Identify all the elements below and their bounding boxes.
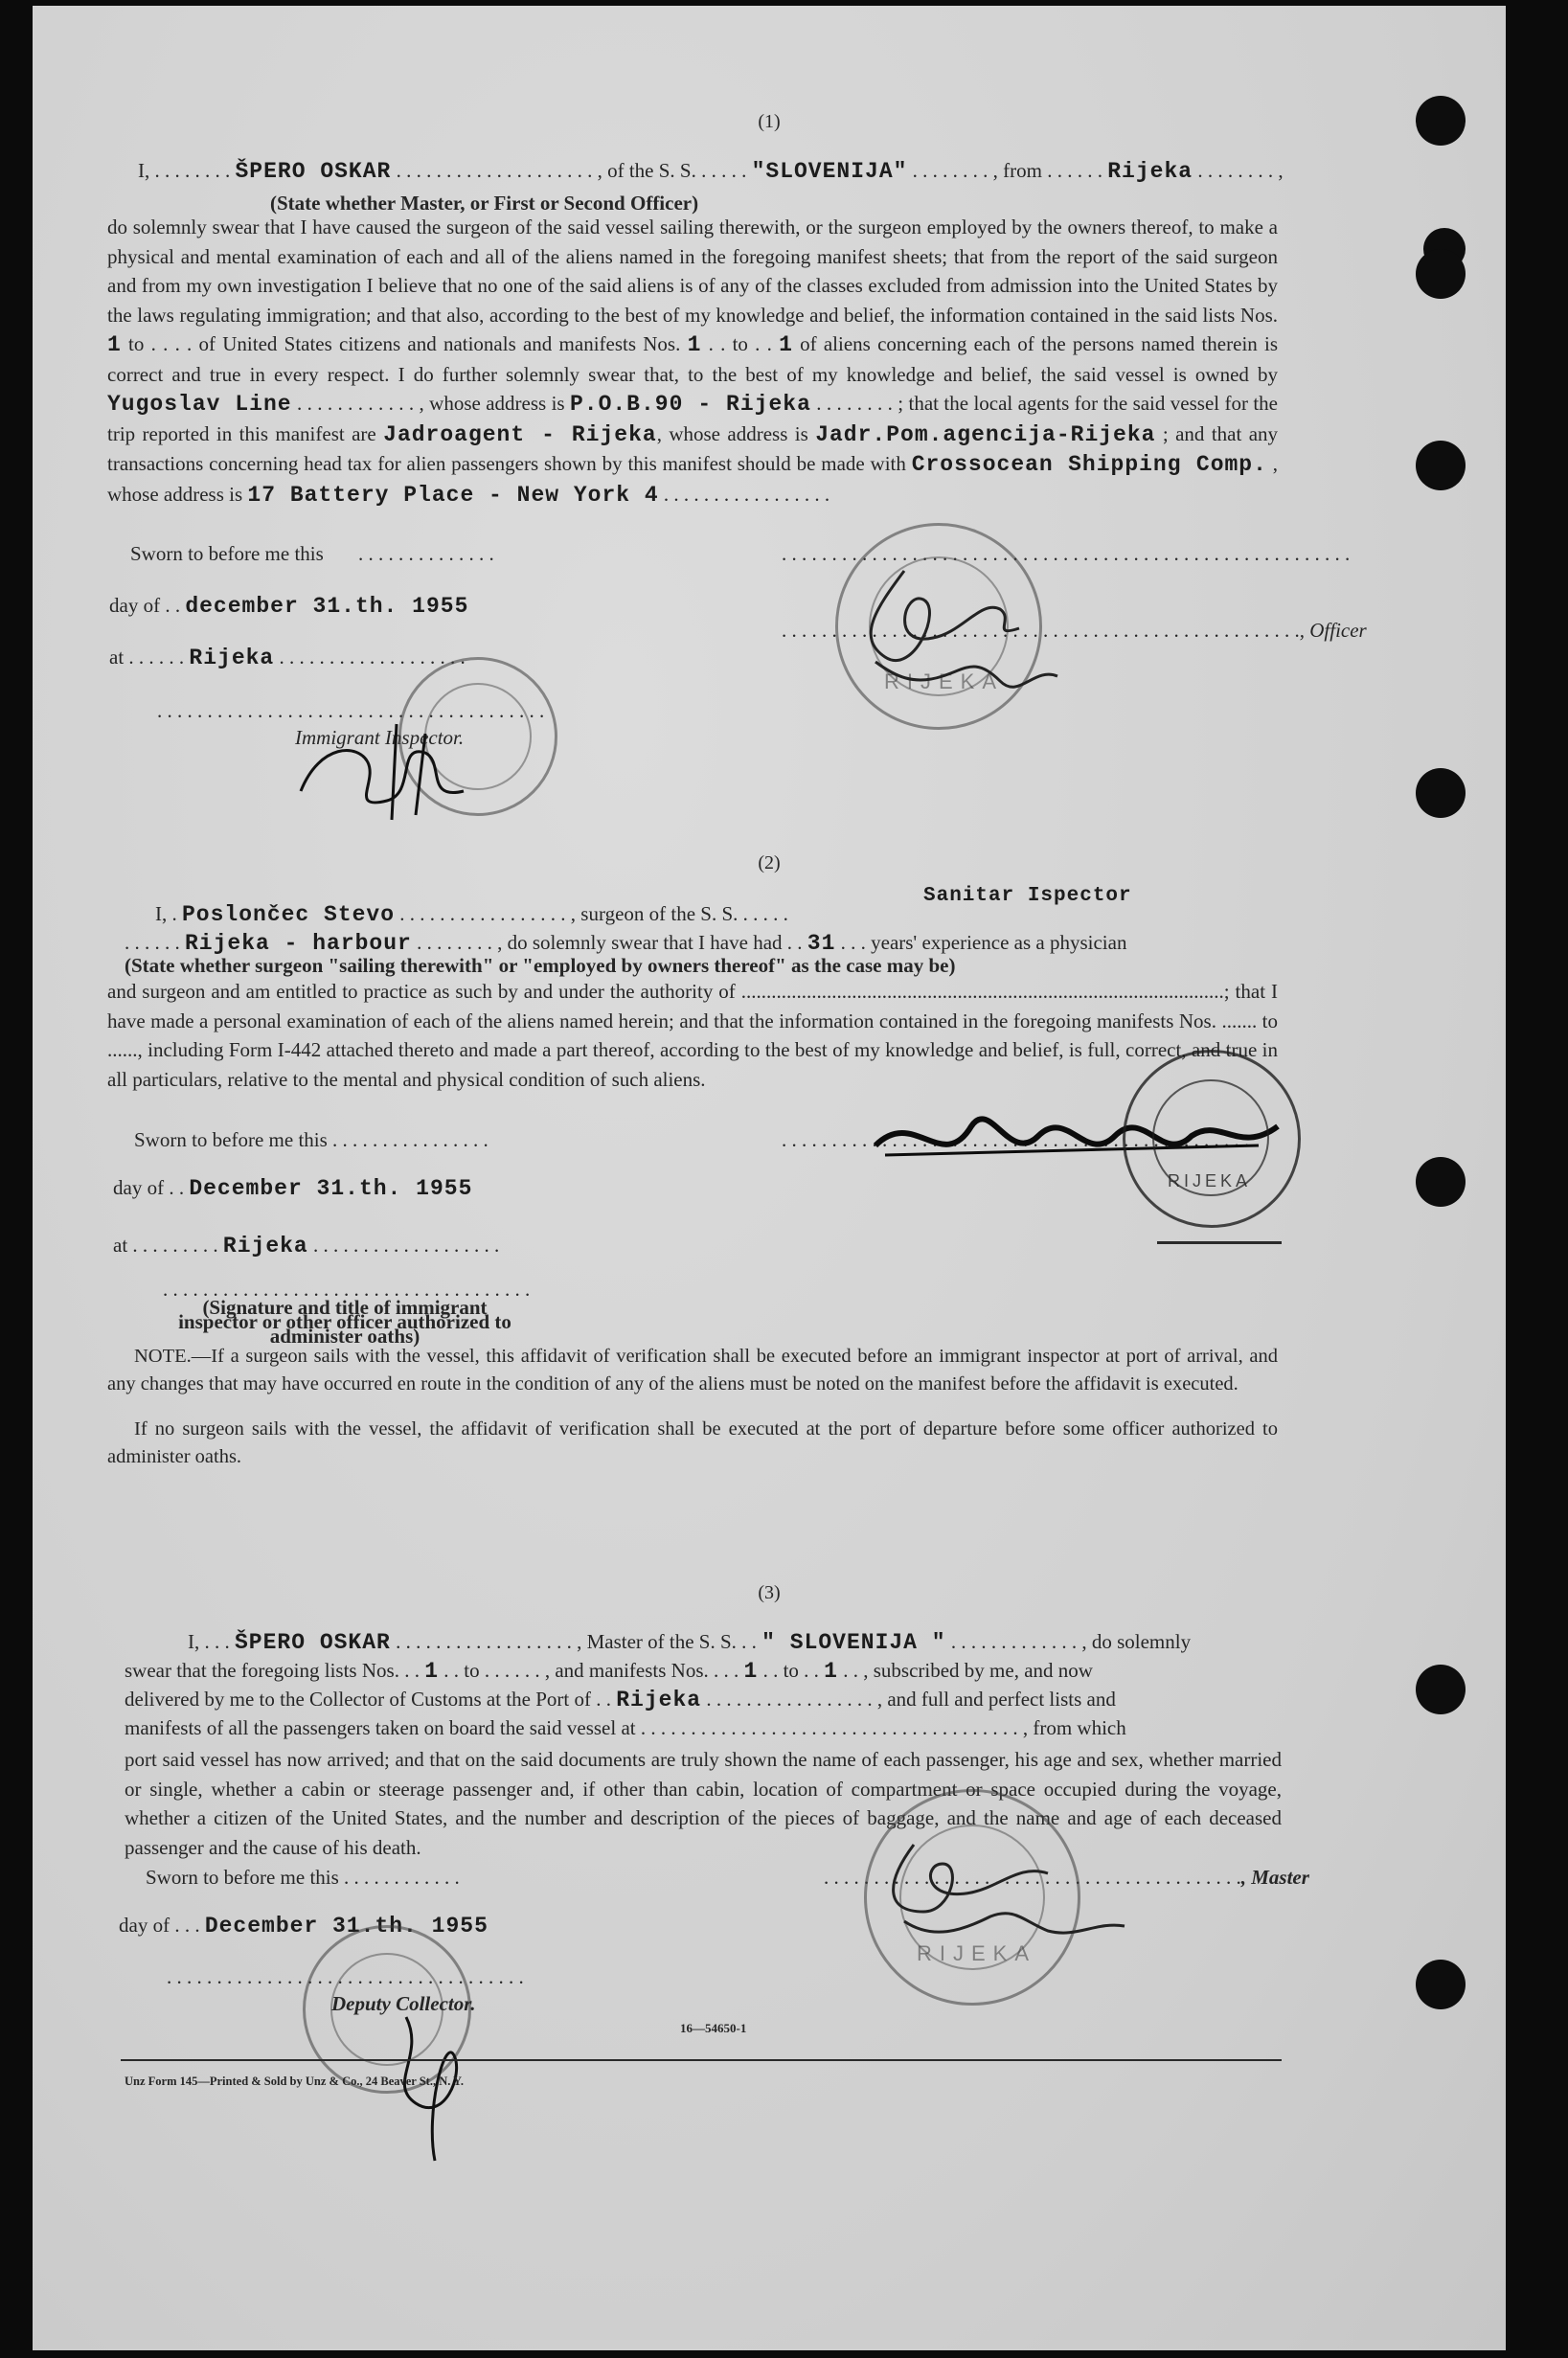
master-signature bbox=[847, 1825, 1153, 1960]
punch-hole bbox=[1416, 441, 1466, 490]
note-paragraph-2: If no surgeon sails with the vessel, the affidavit of verification shall be executed at the port of departure before some officer authorized to administer oaths. bbox=[107, 1418, 1278, 1467]
sworn-label-2: Sworn to before me this . . . . . . . . . . . . . . . . bbox=[134, 1128, 489, 1151]
years-experience: 31 bbox=[807, 931, 836, 956]
sworn-date-2: December 31.th. 19 bbox=[189, 1176, 444, 1201]
manifests-to: 1 bbox=[779, 332, 793, 357]
local-agent: Jadroagent - Rijeka bbox=[383, 421, 657, 447]
section-3-line-3: delivered by me to the Collector of Customs at the Port of . . Rijeka . . . . . . . . . . . . . . . . . , and full and perfect lists and bbox=[125, 1688, 1116, 1712]
at-2: at . . . . . . . . . Rijeka . . . . . . . . . . . . . . . . . . . bbox=[113, 1234, 500, 1258]
head-tax-agent: Crossocean Shipping Comp. bbox=[911, 452, 1267, 477]
section-3-line-2: swear that the foregoing lists Nos. . . 1 . . to . . . . . . , and manifests Nos. . . . 1 . . to . . 1 . . , subscribed by me, and now bbox=[125, 1659, 1093, 1684]
lists-from-3: 1 bbox=[424, 1659, 440, 1684]
day-of-3: day of . . . December 31.th. 1955 bbox=[119, 1914, 489, 1939]
manifests-from-3: 1 bbox=[743, 1659, 759, 1684]
deputy-label: Deputy Collector. bbox=[331, 1992, 476, 2015]
punch-hole bbox=[1416, 1960, 1466, 2009]
section-3-line-4: manifests of all the passengers taken on board the said vessel at . . . . . . . . . . . . . . . . . . . . . . . . . . . . . . . . . . . . . . , from which bbox=[125, 1716, 1126, 1739]
form-info: Unz Form 145—Printed & Sold by Unz & Co., 24 Beaver St., N. Y. bbox=[125, 2075, 465, 2088]
owner-address: P.O.B.90 - Rijeka bbox=[569, 392, 811, 417]
section-2-number: (2) bbox=[758, 852, 781, 873]
section-3-line-1: I, . . . ŠPERO OSKAR . . . . . . . . . . . . . . . . . . , Master of the S. S. . . " SLOVENIJA " . . . . . . . . . . . . . , do solemnly bbox=[188, 1630, 1192, 1655]
document-page: (1) I, . . . . . . . . ŠPERO OSKAR . . . . . . . . . . . . . . . . . . . . , of the S. S. . . . . . "SLOVENIJA" . . . . . . . . , from . . . . . . Rijeka . . . . . . . . , (State whether Master, or First or Second Officer) do solemnly swear that I have caused the surgeon of the said vessel sailing therewith, or the surgeon employed by the owners thereof, to make a physical and mental examination of each and all of the aliens named in the foregoing manifest sheets; that from the report of the said surgeon and from my own investigation I believe that no one of the said aliens is of any of the classes excluded from admission into the United States by the laws regulating immigration; and that also, according to the best of my knowledge and belief, the information contained in the said lists Nos. 1 to . . . . of United States citizens and nationals and manifests Nos. 1 . . to . . 1 of aliens concerning each of the persons named therein is correct and true in every respect. I do further solemnly swear that, to the best of my knowledge and belief, the said vessel is owned by Yugoslav Line . . . . . . . . . . . . , whose address is P.O.B.90 - Rijeka . . . . . . . . ; that the local agents for the said vessel for the trip reported in this manifest are Jadroagent - Rijeka, whose address is Jadr.Pom.agencija-Rijeka ; and that any transactions concerning head tax for alien passengers shown by this manifest should be made with Crossocean Shipping Comp. , whose address is 17 Battery Place - New York 4 . . . . . . . . . . . . . . . . . Sworn to before me this . . . . . . . . . . . . . . . . . . . . . . . . . . . . . . . . . . . . . . . . . . . . . . . . . . . . . . . . . . . . . . . . . . . . . . . day of . . december 31.th. 1955 . . . . . . . . . . . . . . . . . . . . . . . . . . . . . . . . . . . . . . . . . . . . . . . . . . . ., Officer at . . . . . . Rijeka . . . . . . . . . . . . . . . . . . . . . . . . . . . . . . . . . . . . . . . . . . . . . . . . . . . . . . . . . . Immigrant Inspector. RIJEKA (2) I, . Poslončec Stevo . . . . . . . . . . . . . . . . . , surgeon of the S. S. . . . . . Sanitar Ispector . . . . . . Rijeka - harbour . . . . . . . . , do solemnly swear that I have had . . 31 . . . years' experience as a physician (State whether surgeon "sailing therewith" or "employed by owners thereof" as the case may be) and surgeon and am entitled to practice as such by and under the authority of ................................................................................................; that I have made a personal examination of each of the aliens named herein; and that the information contained in the foregoing manifests Nos. ....... to ......, including Form I-442 attached thereto and made a part thereof, according to the best of my knowledge and belief, is full, correct, and true in all particulars, relative to the mental and physical condition of such aliens. Sworn to before me this . . . . . . . . . . . . . . . . . . . . . . . . . . . . . . . . . . . . . . . . . . . . . . . . . . . . . . . . . . . . . . . day of . . December 31.th. 1955 at . . . . . . . . . Rijeka . . . . . . . . . . . . . . . . . . . . . . . . . . . . . . . . . . . . . . . . . . . . . . . . . . . . . . . . (Signature and title of immigrant inspector or other officer authorized to administer oaths) RIJEKA NOTE.—If a surgeon sails with the vessel, this affidavit of verification shall be executed before an immigrant inspector at port of arrival, and any changes that may have occurred en route in the condition of any of the aliens must be noted on the manifest before the affidavit is executed. If no surgeon sails with the vessel, the affidavit of verification shall be executed at the port of departure before some officer authorized to administer oaths. (3) I, . . . ŠPERO OSKAR . . . . . . . . . . . . . . . . . . , Master of the S. S. . . " SLOVENIJA " . . . . . . . . . . . . . , do solemnly swear that the foregoing lists Nos. . . 1 . . to . . . . . . , and manifests Nos. . . . 1 . . to . . 1 . . , subscribed by me, and now delivered by me to the Collector of Customs at the Port of . . Rijeka . . . . . . . . . . . . . . . . . , and full and perfect lists and manifests of all the passengers taken on board the said vessel at . . . . . . . . . . . . . . . . . . . . . . . . . . . . . . . . . . . . . . , from which port said vessel has now arrived; and that on the said documents are truly shown the name of each passenger, his age and sex, whether married or single, whether a cabin or steerage passenger and, if other than cabin, location of compartment or space occupied during the voyage, whether a citizen of the United States, and the number and description of the pieces of baggage, and the name and age of each deceased passenger and the cause of his death. Sworn to before me this . . . . . . . . . . . . . . . . . . . . . . . . . . . . . . . . . . . . . . . . . . . . . . . . . . . . . ., Master day of . . . December 31.th. 1955 . . . . . . . . . . . . . . . . . . . . . . . . . . . . . . . . . . . . Deputy Collector. RIJEKA 16—54650-1 Unz Form 145—Printed & Sold by Unz & Co., 24 Beaver St., N. Y. bbox=[33, 6, 1506, 2350]
sworn-year-2: 55 bbox=[443, 1176, 473, 1201]
place-1: Rijeka bbox=[189, 646, 275, 670]
sworn-year-1: 55 bbox=[440, 594, 469, 619]
place-2: Rijeka bbox=[222, 1234, 308, 1258]
officer-signature bbox=[799, 542, 1125, 714]
section-1-body: do solemnly swear that I have caused the surgeon of the said vessel sailing therewith, or the surgeon employed by the owners thereof, to make a physical and mental examination of each and all of the aliens named in the foregoing manifest sheets; that from the report of the said surgeon and from my own investigation I believe that no one of the said aliens is of any of the classes excluded from admission into the United States by the laws regulating immigration; and that also, according to the best of my knowledge and belief, the information contained in the said lists Nos. 1 to . . . . of United States citizens and nationals and manifests Nos. 1 . . to . . 1 of aliens concerning each of the persons named therein is correct and true in every respect. I do further solemnly swear that, to the best of my knowledge and belief, the said vessel is owned by Yugoslav Line . . . . . . . . . . . . , whose address is P.O.B.90 - Rijeka . . . . . . . . ; that the local agents for the said vessel for the trip reported in this manifest are Jadroagent - Rijeka, whose address is Jadr.Pom.agencija-Rijeka ; and that any transactions concerning head tax for alien passengers shown by this manifest should be made with Crossocean Shipping Comp. , whose address is 17 Battery Place - New York 4 . . . . . . . . . . . . . . . . . bbox=[107, 215, 1279, 508]
lists-from: 1 bbox=[107, 332, 122, 357]
from-label: , from bbox=[992, 159, 1042, 182]
punch-hole bbox=[1416, 1665, 1466, 1714]
head-tax-address: 17 Battery Place - New York 4 bbox=[247, 482, 659, 508]
punch-hole bbox=[1416, 249, 1466, 299]
section-3-number: (3) bbox=[758, 1582, 781, 1603]
surgeon-name: Poslončec Stevo bbox=[182, 902, 396, 927]
sworn-date-3: December 31.th. 19 bbox=[204, 1914, 461, 1939]
master-label: . . . . . . . . . . . . . . . . . . . . . . . . . . . . . . . . . . . . . . . . . ., Master bbox=[824, 1866, 1309, 1889]
officer-signature-line: . . . . . . . . . . . . . . . . . . . . . . . . . . . . . . . . . . . . . . . . . . . . . . . . . . . . . . . . . bbox=[782, 542, 1351, 565]
ship-name-3: " SLOVENIJA " bbox=[761, 1630, 946, 1655]
signature-caption: (Signature and title of immigrant inspector or other officer authorized to administer oaths) bbox=[178, 1296, 511, 1348]
section-2-body: and surgeon and am entitled to practice as such by and under the authority of ................................................................................................; that I have made a personal examination of each of the aliens named herein; and that the information contained in the foregoing manifests Nos. ....... to ......, including Form I-442 attached thereto and made a part thereof, according to the best of my knowledge and belief, is full, correct, and true in all particulars, relative to the mental and physical condition of such aliens. bbox=[107, 980, 1278, 1091]
master-seal-stamp: RIJEKA bbox=[864, 1789, 1080, 2006]
day-of-2: day of . . December 31.th. 1955 bbox=[113, 1176, 473, 1201]
agent-address: Jadr.Pom.agencija-Rijeka bbox=[815, 421, 1156, 447]
manifests-to-3: 1 bbox=[824, 1659, 838, 1684]
section-1-opening: I, . . . . . . . . ŠPERO OSKAR . . . . . . . . . . . . . . . . . . . . , of the S. S. . . . . . "SLOVENIJA" . . . . . . . . , from . . . . . . Rijeka . . . . . . . . , bbox=[138, 159, 1284, 184]
note-paragraph: NOTE.—If a surgeon sails with the vessel, this affidavit of verification shall be executed before an immigrant inspector at port of arrival, and any changes that may have occurred en route in the condition of any of the aliens must be noted on the manifest before the affidavit is executed. bbox=[107, 1346, 1278, 1394]
footer-rule bbox=[121, 2059, 1282, 2061]
section-3-body: port said vessel has now arrived; and that on the said documents are truly shown the name of each passenger, his age and sex, whether married or single, whether a cabin or steerage passenger and, if other than cabin, location of compartment or space occupied during the voyage, whether a citizen of the United States, and the number and description of the pieces of baggage, and the name and age of each deceased passenger and the cause of his death. bbox=[125, 1748, 1282, 1859]
divider bbox=[1157, 1241, 1282, 1244]
form-code: 16—54650-1 bbox=[680, 2021, 747, 2035]
sworn-label-3: Sworn to before me this . . . . . . . . . . . . bbox=[146, 1866, 460, 1889]
section-2-line-2: . . . . . . Rijeka - harbour . . . . . . . . , do solemnly swear that I have had . . 31 . . . years' experience as a physician bbox=[125, 931, 1127, 956]
surgeon-vessel: Sanitar Ispector bbox=[923, 885, 1132, 907]
opening-i: I, bbox=[138, 159, 150, 182]
sworn-year-3: 55 bbox=[460, 1914, 489, 1939]
day-of-1: day of . . december 31.th. 1955 bbox=[109, 594, 469, 619]
master-name: ŠPERO OSKAR bbox=[235, 159, 392, 184]
port-3: Rijeka bbox=[616, 1688, 702, 1712]
manifests-from: 1 bbox=[687, 332, 702, 357]
vessel-owner: Yugoslav Line bbox=[107, 392, 292, 417]
section-1-number: (1) bbox=[758, 111, 781, 132]
of-the-ss: , of the S. S. bbox=[597, 159, 696, 182]
officer-label: . . . . . . . . . . . . . . . . . . . . . . . . . . . . . . . . . . . . . . . . . . . . . . . . . . . ., Officer bbox=[782, 619, 1367, 642]
punch-hole bbox=[1416, 768, 1466, 818]
punch-hole bbox=[1416, 1157, 1466, 1207]
surgeon-seal-stamp: RIJEKA bbox=[1123, 1050, 1301, 1228]
inspector-label: Immigrant Inspector. bbox=[295, 726, 465, 749]
officer-caption: (State whether Master, or First or Second Officer) bbox=[270, 192, 699, 215]
inspector-signature bbox=[282, 705, 511, 829]
from-port: Rijeka bbox=[1107, 159, 1193, 184]
master-name-3: ŠPERO OSKAR bbox=[235, 1630, 391, 1655]
note-heading: NOTE. bbox=[134, 1346, 192, 1367]
sworn-label-1: Sworn to before me this bbox=[130, 542, 324, 565]
sworn-date-1: december 31.th. 19 bbox=[185, 594, 441, 619]
section-2-line-1: I, . Poslončec Stevo . . . . . . . . . . . . . . . . . , surgeon of the S. S. . . . . . bbox=[155, 902, 788, 927]
ship-name: "SLOVENIJA" bbox=[751, 159, 908, 184]
ship-seal-stamp: RIJEKA bbox=[835, 523, 1042, 730]
surgeon-location: Rijeka - harbour bbox=[185, 931, 412, 956]
at-1: at . . . . . . Rijeka . . . . . . . . . . . . . . . . . . . bbox=[109, 646, 466, 670]
surgeon-caption: (State whether surgeon "sailing therewith" or "employed by owners thereof" as the case may be) bbox=[125, 954, 956, 977]
